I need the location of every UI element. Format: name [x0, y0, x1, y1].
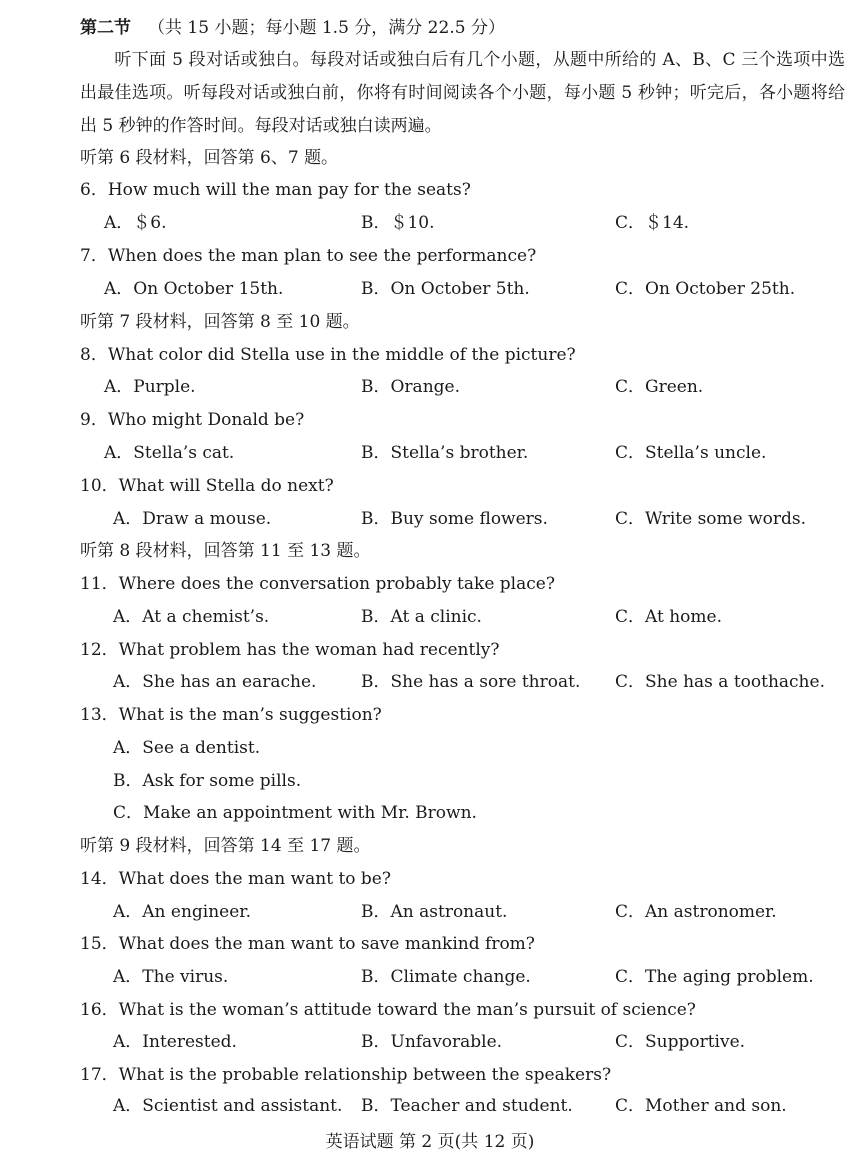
option-a: A．She has an earache.	[113, 672, 317, 692]
question-stem: 15．What does the man want to save mankind from?	[80, 934, 535, 954]
option-c: C．Write some words.	[615, 509, 807, 529]
option-c: C．She has a toothache.	[615, 672, 825, 692]
option-a: A．Interested.	[113, 1032, 237, 1052]
option-a: A．Stella’s cat.	[104, 443, 235, 463]
question-stem: 14．What does the man want to be?	[80, 869, 391, 889]
question-options	[0, 668, 860, 696]
option-b: B．Climate change.	[361, 967, 531, 987]
group-intro: 听第 7 段材料，回答第 8 至 10 题。	[80, 312, 360, 332]
question-stem: 12．What problem has the woman had recently?	[80, 640, 500, 660]
instructions-text: 听下面 5 段对话或独白。每段对话或独白后有几个小题，从题中所给的 A、B、C 三个选项中选出最佳选项。听每段对话或独白前，你将有时间阅读各个小题，每小题 5 秒钟；听完后，各小题将给出 5 秒钟的作答时间。每段对话或独白读两遍。	[80, 50, 845, 136]
option-a: A．Draw a mouse.	[113, 509, 272, 529]
option-a: A．On October 15th.	[104, 279, 284, 299]
question-stem: 17．What is the probable relationship between the speakers?	[80, 1065, 612, 1085]
question-options	[0, 373, 860, 401]
option-b: B．At a clinic.	[361, 607, 482, 627]
option-b: B．＄10.	[361, 213, 435, 233]
option-a: A．An engineer.	[113, 902, 251, 922]
option-b: B．An astronaut.	[361, 902, 508, 922]
question-option-a	[0, 734, 860, 762]
question-option-c	[0, 799, 860, 827]
option-b: B．Stella’s brother.	[361, 443, 529, 463]
section-note: （共 15 小题；每小题 1.5 分，满分 22.5 分）	[148, 18, 505, 38]
option-c: C．An astronomer.	[615, 902, 777, 922]
group-intro: 听第 8 段材料，回答第 11 至 13 题。	[80, 541, 371, 561]
option-c: C．At home.	[615, 607, 722, 627]
option-b: B．Unfavorable.	[361, 1032, 503, 1052]
question-options	[0, 963, 860, 991]
question-options	[0, 439, 860, 467]
question-stem: 11．Where does the conversation probably take place?	[80, 574, 555, 594]
question-option-b	[0, 767, 860, 795]
option-c: C．Stella’s uncle.	[615, 443, 767, 463]
page-footer: 英语试题 第 2 页(共 12 页)	[325, 1132, 535, 1152]
option-c: C．Supportive.	[615, 1032, 746, 1052]
option-a: A．Scientist and assistant.	[113, 1096, 343, 1116]
question-stem: 13．What is the man’s suggestion?	[80, 705, 382, 725]
option-b: B．Buy some flowers.	[361, 509, 548, 529]
option-b: B．Ask for some pills.	[113, 771, 302, 791]
question-options	[0, 898, 860, 926]
question-stem: 10．What will Stella do next?	[80, 476, 334, 496]
group-intro: 听第 9 段材料，回答第 14 至 17 题。	[80, 836, 371, 856]
option-b: B．She has a sore throat.	[361, 672, 581, 692]
option-a: A．Purple.	[104, 377, 196, 397]
option-b: B．Orange.	[361, 377, 460, 397]
question-stem: 16．What is the woman’s attitude toward the man’s pursuit of science?	[80, 1000, 696, 1020]
question-options	[0, 603, 860, 631]
option-c: C．The aging problem.	[615, 967, 814, 987]
option-c: C．Green.	[615, 377, 704, 397]
group-intro: 听第 6 段材料，回答第 6、7 题。	[80, 148, 339, 168]
question-stem: 6．How much will the man pay for the seats?	[80, 180, 471, 200]
question-options	[0, 1092, 860, 1120]
question-stem: 7．When does the man plan to see the performance?	[80, 246, 537, 266]
section-title: 第二节	[80, 18, 131, 38]
option-c: C．Make an appointment with Mr. Brown.	[113, 803, 477, 823]
instructions-paragraph	[80, 44, 845, 143]
option-b: B．Teacher and student.	[361, 1096, 573, 1116]
option-c: C．On October 25th.	[615, 279, 796, 299]
question-options	[0, 275, 860, 303]
option-a: A．See a dentist.	[113, 738, 261, 758]
question-options	[0, 209, 860, 237]
option-b: B．On October 5th.	[361, 279, 530, 299]
option-a: A．＄6.	[104, 213, 167, 233]
option-c: C．＄14.	[615, 213, 690, 233]
option-a: A．At a chemist’s.	[113, 607, 270, 627]
option-a: A．The virus.	[113, 967, 229, 987]
question-stem: 8．What color did Stella use in the middle of the picture?	[80, 345, 576, 365]
question-options	[0, 505, 860, 533]
section-header	[0, 14, 860, 42]
question-stem: 9．Who might Donald be?	[80, 410, 305, 430]
option-c: C．Mother and son.	[615, 1096, 787, 1116]
question-options	[0, 1028, 860, 1056]
